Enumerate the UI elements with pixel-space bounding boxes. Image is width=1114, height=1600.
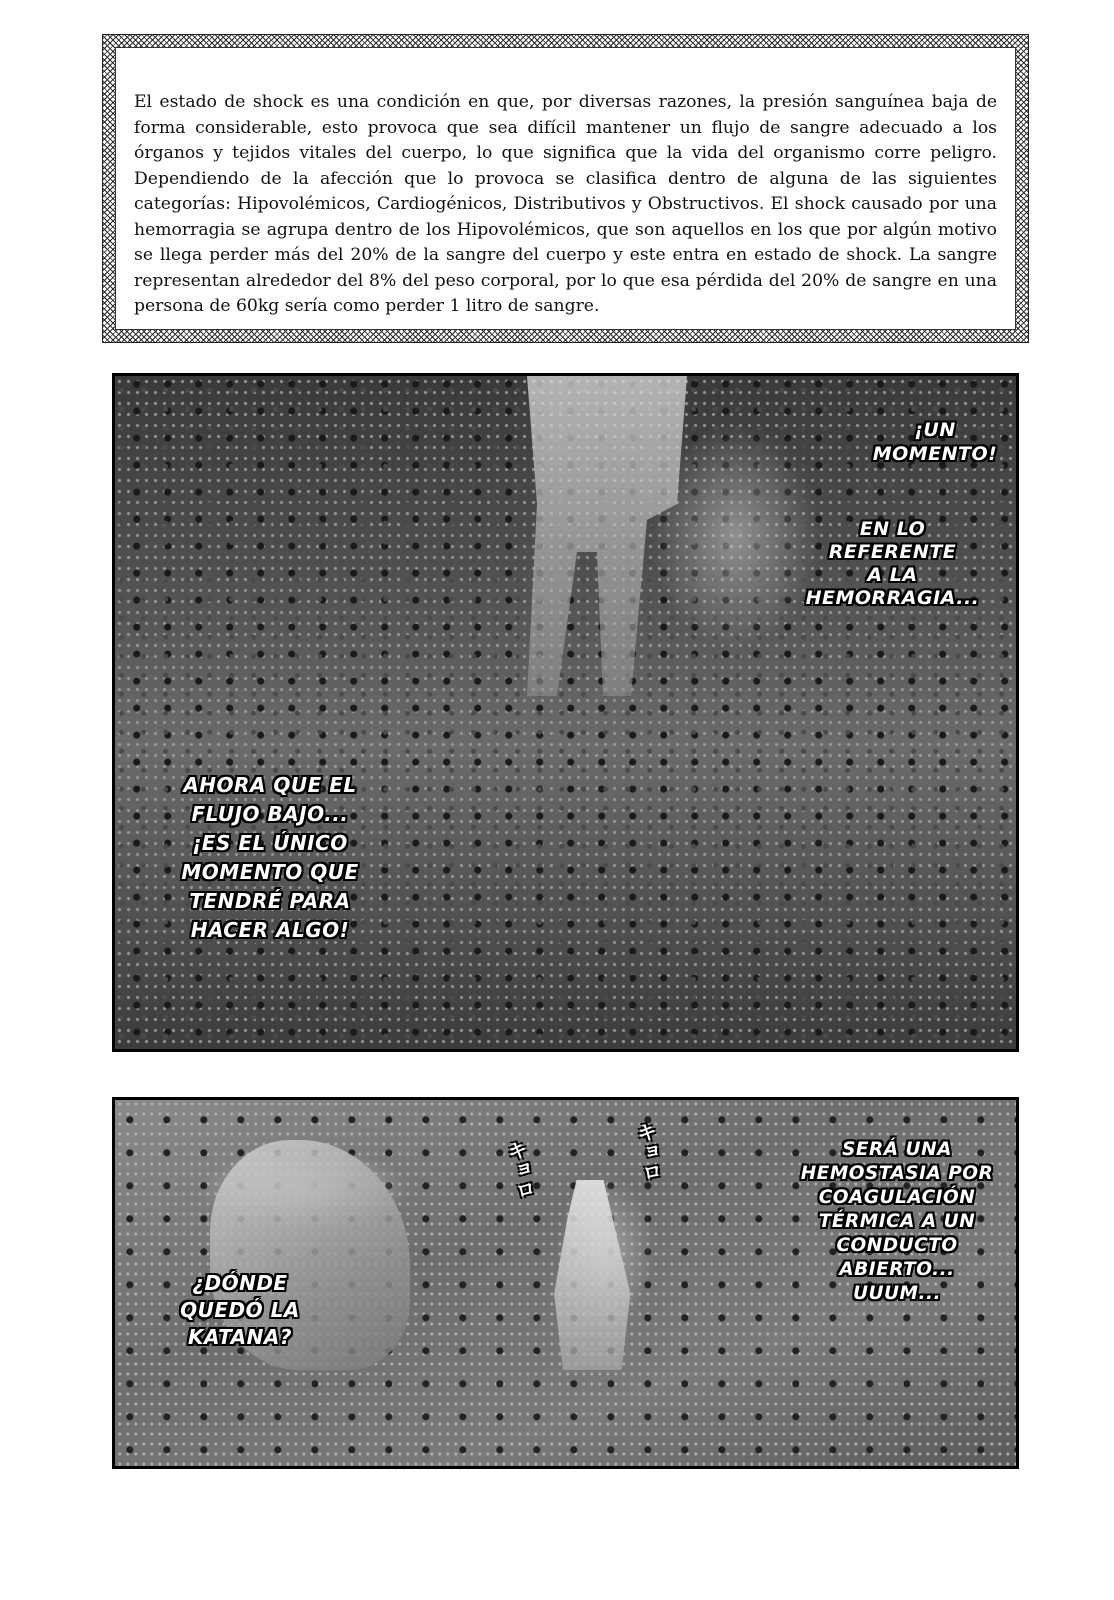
note-text: El estado de shock es una condición en que, por diversas razones, la presión sanguínea baja de forma considerable, esto provoca que sea difícil mantener un flujo de sangre adecuado a los órganos y tejidos vitales del cuerpo, lo que significa que la vida del organismo corre peligro. Dependiendo de la afección que lo provoca se clasifica dentro de alguna de las siguientes categorías: Hipovolémicos, Cardiogénicos, Distributivos y Obstructivos. El shock causado por una hemorragia se agrupa dentro de los Hipovolémicos, que son aquellos en los que por algún motivo se llega perder más del 20% de la sangre del cuerpo y este entra en estado de shock. La sangre representan alrededor del 8% del peso corporal, por lo que esa pérdida del 20% de sangre en una persona de 60kg sería como perder 1 litro de sangre. — [134, 92, 997, 316]
manga-panel-2 — [112, 1097, 1019, 1469]
speech-bubble-katana: ¿DÓNDE QUEDÓ LA KATANA? — [180, 1271, 300, 1349]
character-figure-small — [545, 1180, 635, 1370]
speech-bubble-hemorrhage: EN LO REFERENTE A LA HEMORRAGIA... — [805, 518, 980, 609]
character-figure — [507, 376, 707, 696]
note-box — [115, 47, 1016, 330]
speech-bubble-flow: AHORA QUE EL FLUJO BAJO... ¡ES EL ÚNICO MOMENTO QUE TENDRÉ PARA HACER ALGO! — [181, 773, 359, 942]
sound-effect-left: キョロ — [502, 1138, 538, 1202]
speech-bubble-hemostasis: SERÁ UNA HEMOSTASIA POR COAGULACIÓN TÉRMICA A UN CONDUCTO ABIERTO... UUUM... — [800, 1139, 994, 1304]
speech-bubble-wait: ¡UN MOMENTO! — [872, 419, 998, 465]
manga-panel-1 — [112, 373, 1019, 1052]
sound-effect-right: キョロ — [631, 1120, 665, 1184]
note-box-frame — [102, 34, 1029, 343]
